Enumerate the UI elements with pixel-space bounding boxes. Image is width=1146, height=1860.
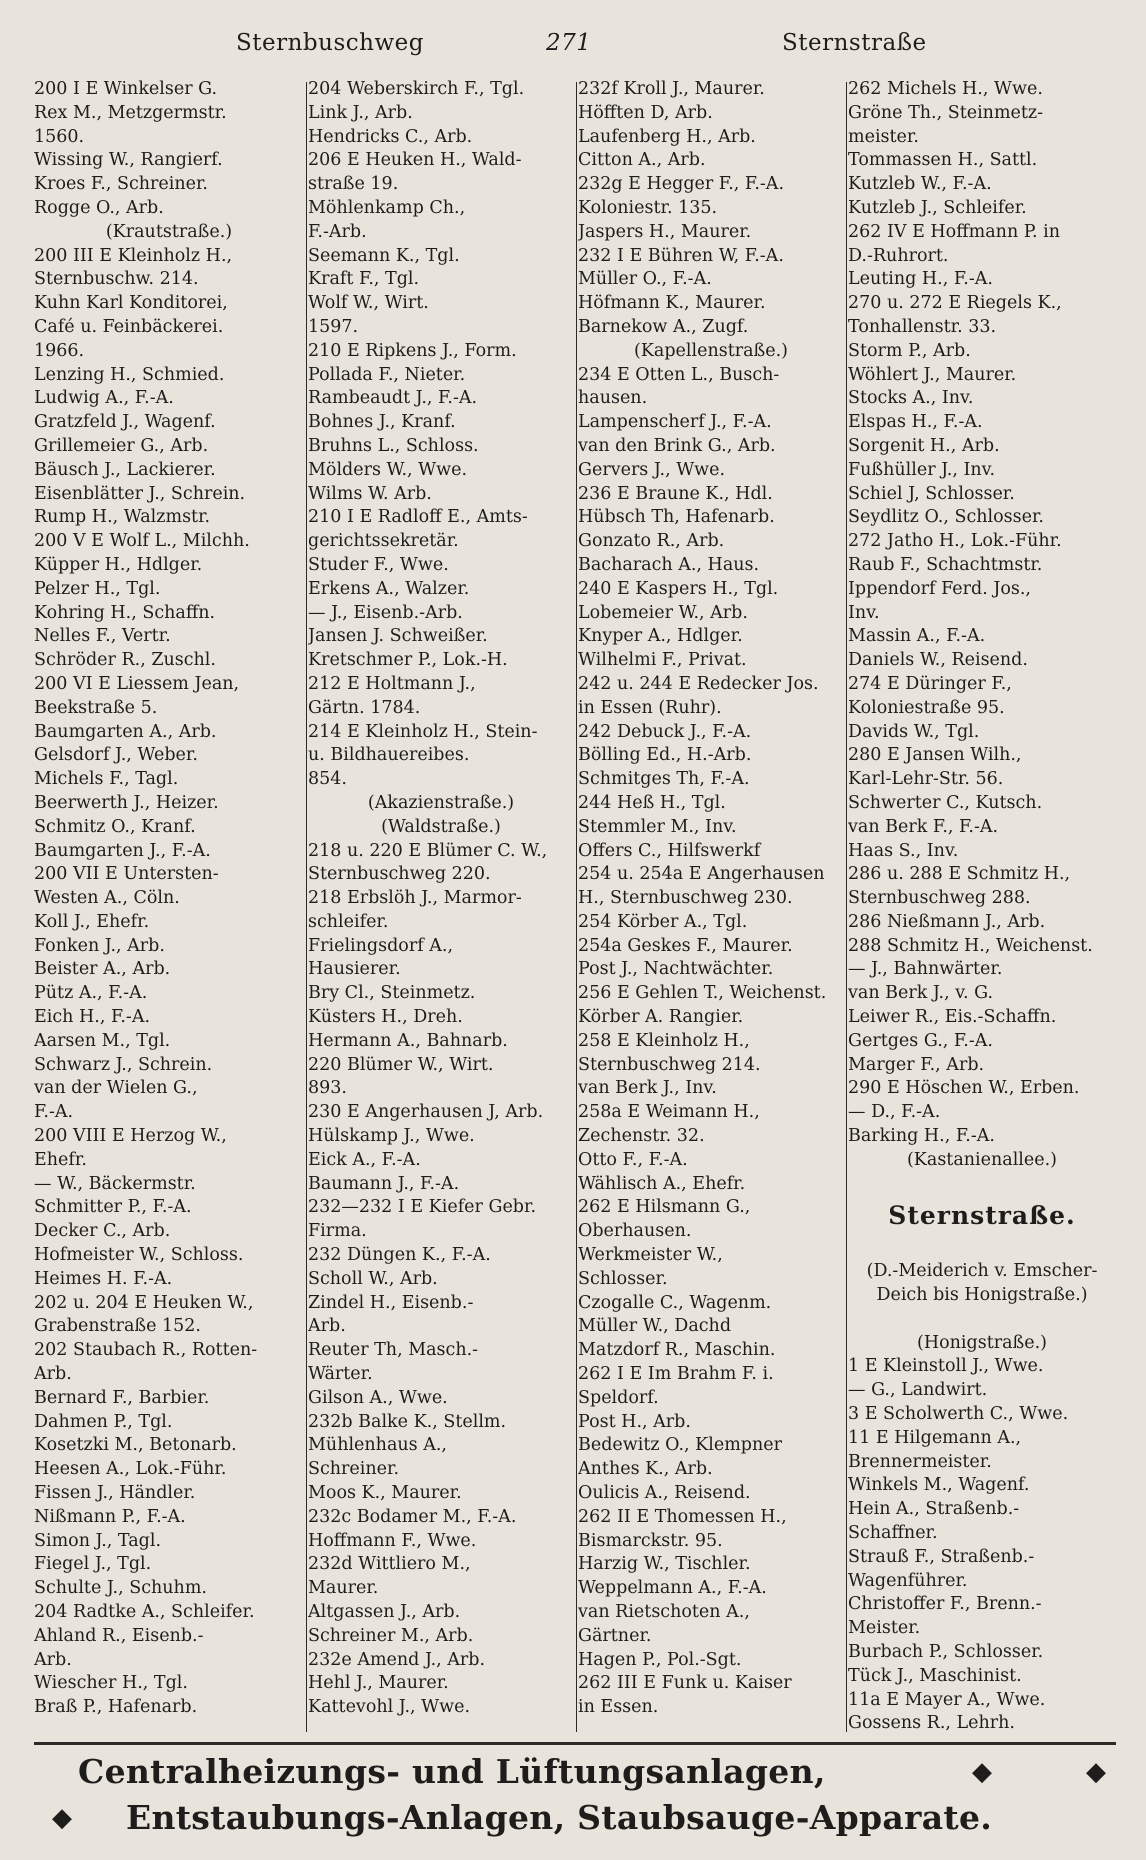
- directory-entry-line: Brennermeister.: [848, 1451, 992, 1472]
- directory-entry-line: Stocks A., Inv.: [848, 388, 974, 409]
- directory-entry-line: Küsters H., Dreh.: [308, 1007, 463, 1028]
- directory-entry-line: Offers C., Hilfswerkf: [578, 840, 761, 861]
- directory-entry-line: (D.-Meiderich v. Emscher-: [866, 1261, 1098, 1282]
- directory-entry-line: 262 II E Thomessen H.,: [578, 1506, 787, 1527]
- directory-entry-line: Bäusch J., Lackierer.: [34, 459, 216, 480]
- directory-entry-line: hausen.: [578, 388, 648, 409]
- directory-entry-line: Moos K., Maurer.: [308, 1483, 462, 1504]
- directory-entry-line: Müller O., F.-A.: [578, 269, 712, 290]
- directory-entry-line: Stemmler M., Inv.: [578, 816, 737, 837]
- directory-entry-line: Zechenstr. 32.: [578, 1126, 705, 1147]
- directory-entry-line: 1 E Kleinstoll J., Wwe.: [848, 1356, 1044, 1377]
- directory-entry-line: Seemann K., Tgl.: [308, 245, 460, 266]
- directory-entry-line: Pelzer H., Tgl.: [34, 578, 161, 599]
- directory-entry-line: Wöhlert J., Maurer.: [848, 364, 1017, 385]
- directory-entry-line: Gratzfeld J., Wagenf.: [34, 412, 216, 433]
- directory-entry-line: 254a Geskes F., Maurer.: [578, 935, 793, 956]
- directory-entry-line: Davids W., Tgl.: [848, 721, 980, 742]
- directory-entry-line: Anthes K., Arb.: [578, 1459, 713, 1480]
- directory-entry-line: Reuter Th, Masch.-: [308, 1340, 479, 1361]
- directory-entry-line: Laufenberg H., Arb.: [578, 126, 756, 147]
- advertisement-line-1: [34, 1750, 1116, 1794]
- directory-entry-line: Fonken J., Arb.: [34, 935, 165, 956]
- directory-entry-line: Beekstraße 5.: [34, 697, 158, 718]
- directory-entry-line: Schmitter P., F.-A.: [34, 1197, 192, 1218]
- directory-entry-line: Kraft F., Tgl.: [308, 269, 420, 290]
- directory-entry-line: 220 Blümer W., Wirt.: [308, 1054, 494, 1075]
- directory-entry-line: Scholl W., Arb.: [308, 1268, 438, 1289]
- directory-entry-line: Sternbuschweg 288.: [848, 888, 1031, 909]
- directory-entry-line: Lobemeier W., Arb.: [578, 602, 748, 623]
- directory-entry-line: Elspas H., F.-A.: [848, 412, 983, 433]
- directory-entry-line: Lenzing H., Schmied.: [34, 364, 225, 385]
- directory-entry-line: Ludwig A., F.-A.: [34, 388, 174, 409]
- directory-entry-line: Koloniestr. 135.: [578, 197, 718, 218]
- directory-entry-line: 244 Heß H., Tgl.: [578, 792, 726, 813]
- directory-entry-line: 232 Düngen K., F.-A.: [308, 1245, 491, 1266]
- directory-entry-line: Schreiner M., Arb.: [308, 1625, 474, 1646]
- directory-entry-line: 1966.: [34, 340, 85, 361]
- page-number: 271: [546, 30, 592, 56]
- diamond-ornament-icon: ◆: [52, 1803, 72, 1833]
- directory-entry-line: 274 E Düringer F.,: [848, 673, 1012, 694]
- directory-entry-line: in Essen (Ruhr).: [578, 697, 722, 718]
- directory-entry-line: — J., Eisenb.-Arb.: [308, 602, 463, 623]
- directory-entry-line: Barking H., F.-A.: [848, 1126, 995, 1147]
- directory-entry-line: 242 Debuck J., F.-A.: [578, 721, 752, 742]
- directory-entry-line: 210 I E Radloff E., Amts-: [308, 507, 528, 528]
- directory-entry-line: 288 Schmitz H., Weichenst.: [848, 935, 1093, 956]
- directory-entry-line: straße 19.: [308, 174, 399, 195]
- directory-entry-line: Matzdorf R., Maschin.: [578, 1340, 776, 1361]
- directory-entry-line: Wissing W., Rangierf.: [34, 150, 223, 171]
- directory-entry-line: Fußhüller J., Inv.: [848, 459, 996, 480]
- directory-entry-line: Speldorf.: [578, 1387, 659, 1408]
- directory-entry-line: Pollada F., Nieter.: [308, 364, 466, 385]
- directory-entry-line: van Berk J., v. G.: [848, 983, 994, 1004]
- directory-entry-line: 210 E Ripkens J., Form.: [308, 340, 517, 361]
- directory-entry-line: Nelles F., Vertr.: [34, 626, 171, 647]
- directory-entry-line: Nißmann P., F.-A.: [34, 1506, 186, 1527]
- directory-entry-line: Hein A., Straßenb.-: [848, 1499, 1020, 1520]
- directory-entry-line: 202 Staubach R., Rotten-: [34, 1340, 258, 1361]
- directory-entry-line: Koloniestraße 95.: [848, 697, 1005, 718]
- directory-entry-line: 254 Körber A., Tgl.: [578, 911, 748, 932]
- directory-entry-line: Eick A., F.-A.: [308, 1149, 421, 1170]
- directory-entry-line: 262 III E Funk u. Kaiser: [578, 1673, 792, 1694]
- directory-entry-line: Jansen J. Schweißer.: [308, 626, 488, 647]
- diamond-ornament-icon: ◆: [1086, 1757, 1106, 1787]
- column-3: [578, 78, 844, 1738]
- directory-entry-line: Sorgenit H., Arb.: [848, 435, 1000, 456]
- advertisement-text-1: Centralheizungs- und Lüftungsanlagen,: [78, 1752, 826, 1791]
- directory-entry-line: Schwerter C., Kutsch.: [848, 792, 1043, 813]
- directory-entry-line: 286 Nießmann J., Arb.: [848, 911, 1046, 932]
- directory-entry-line: Kutzleb W., F.-A.: [848, 174, 992, 195]
- directory-entry-line: Hendricks C., Arb.: [308, 126, 473, 147]
- directory-entry-line: Tonhallenstr. 33.: [848, 316, 997, 337]
- directory-entry-line: Wählisch A., Ehefr.: [578, 1173, 746, 1194]
- directory-entry-line: Rump H., Walzmstr.: [34, 507, 211, 528]
- directory-entry-line: 214 E Kleinholz H., Stein-: [308, 721, 538, 742]
- directory-entry-line: 262 I E Im Brahm F. i.: [578, 1364, 774, 1385]
- directory-entry-line: Christoffer F., Brenn.-: [848, 1594, 1042, 1615]
- directory-entry-line: Zindel H., Eisenb.-: [308, 1292, 474, 1313]
- directory-entry-line: Braß P., Hafenarb.: [34, 1697, 198, 1718]
- directory-entry-line: Lampenscherf J., F.-A.: [578, 412, 772, 433]
- directory-entry-line: Pütz A., F.-A.: [34, 983, 148, 1004]
- directory-entry-line: Post H., Arb.: [578, 1411, 691, 1432]
- directory-entry-line: Otto F., F.-A.: [578, 1149, 688, 1170]
- directory-entry-line: 202 u. 204 E Heuken W.,: [34, 1292, 254, 1313]
- directory-entry-line: Marger F., Arb.: [848, 1054, 985, 1075]
- directory-entry-line: 240 E Kaspers H., Tgl.: [578, 578, 779, 599]
- directory-entry-line: Kattevohl J., Wwe.: [308, 1697, 471, 1718]
- directory-entry-line: Mölders W., Wwe.: [308, 459, 468, 480]
- directory-entry-line: (Kapellenstraße.): [634, 340, 788, 361]
- directory-entry-line: H., Sternbuschweg 230.: [578, 888, 793, 909]
- directory-entry-line: Citton A., Arb.: [578, 150, 706, 171]
- directory-entry-line: 280 E Jansen Wilh.,: [848, 745, 1022, 766]
- directory-entry-line: Gertges G., F.-A.: [848, 1030, 993, 1051]
- directory-entry-line: 256 E Gehlen T., Weichenst.: [578, 983, 827, 1004]
- directory-entry-line: Baumgarten J., F.-A.: [34, 840, 211, 861]
- directory-entry-line: 270 u. 272 E Riegels K.,: [848, 293, 1062, 314]
- directory-entry-line: Küpper H., Hdlger.: [34, 554, 203, 575]
- directory-entry-line: Frielingsdorf A.,: [308, 935, 454, 956]
- directory-entry-line: Grabenstraße 152.: [34, 1316, 201, 1337]
- directory-entry-line: Hehl J., Maurer.: [308, 1673, 449, 1694]
- directory-entry-line: 206 E Heuken H., Wald-: [308, 150, 522, 171]
- header-street-right: Sternstraße: [782, 30, 927, 56]
- directory-entry-line: 230 E Angerhausen J, Arb.: [308, 1102, 544, 1123]
- directory-entry-line: (Waldstraße.): [381, 816, 501, 837]
- directory-entry-line: Kuhn Karl Konditorei,: [34, 293, 228, 314]
- directory-entry-line: Czogalle C., Wagenm.: [578, 1292, 772, 1313]
- directory-entry-line: 232d Wittliero M.,: [308, 1554, 471, 1575]
- directory-entry-line: 218 Erbslöh J., Marmor-: [308, 888, 522, 909]
- directory-entry-line: Gervers J., Wwe.: [578, 459, 726, 480]
- directory-entry-line: Knyper A., Hdlger.: [578, 626, 743, 647]
- directory-entry-line: Bedewitz O., Klempner: [578, 1435, 782, 1456]
- directory-entry-line: Leuting H., F.-A.: [848, 269, 993, 290]
- directory-entry-line: Ehefr.: [34, 1149, 87, 1170]
- directory-entry-line: Jaspers H., Maurer.: [578, 221, 752, 242]
- directory-entry-line: 232 I E Bühren W, F.-A.: [578, 245, 784, 266]
- directory-entry-line: 262 E Hilsmann G.,: [578, 1197, 751, 1218]
- directory-entry-line: Wilms W. Arb.: [308, 483, 432, 504]
- directory-entry-line: Seydlitz O., Schlosser.: [848, 507, 1044, 528]
- directory-entry-line: Fissen J., Händler.: [34, 1483, 196, 1504]
- directory-entry-line: Gossens R., Lehrh.: [848, 1713, 1015, 1734]
- directory-entry-line: Firma.: [308, 1221, 367, 1242]
- directory-entry-line: Kosetzki M., Betonarb.: [34, 1435, 237, 1456]
- directory-entry-line: (Krautstraße.): [105, 221, 233, 242]
- directory-entry-line: Link J., Arb.: [308, 102, 413, 123]
- directory-entry-line: Arb.: [34, 1649, 72, 1670]
- directory-entry-line: Kutzleb J., Schleifer.: [848, 197, 1027, 218]
- directory-entry-line: Tommassen H., Sattl.: [848, 150, 1038, 171]
- directory-entry-line: Schulte J., Schuhm.: [34, 1578, 207, 1599]
- directory-entry-line: Harzig W., Tischler.: [578, 1554, 751, 1575]
- directory-entry-line: Bohnes J., Kranf.: [308, 412, 456, 433]
- directory-entry-line: schleifer.: [308, 911, 389, 932]
- directory-entry-line: Inv.: [848, 602, 880, 623]
- directory-entry-line: Tück J., Maschinist.: [848, 1665, 1022, 1686]
- directory-entry-line: Rambeaudt J., F.-A.: [308, 388, 478, 409]
- directory-entry-line: Schwarz J., Schrein.: [34, 1054, 213, 1075]
- directory-entry-line: Hausierer.: [308, 959, 401, 980]
- directory-entry-line: Schmitges Th, F.-A.: [578, 769, 750, 790]
- directory-entry-line: Gärtn. 1784.: [308, 697, 421, 718]
- directory-entry-line: Deich bis Honigstraße.): [876, 1285, 1088, 1306]
- directory-entry-line: Bölling Ed., H.-Arb.: [578, 745, 752, 766]
- directory-entry-line: Schlosser.: [578, 1268, 668, 1289]
- directory-entry-line: Hermann A., Bahnarb.: [308, 1030, 508, 1051]
- directory-entry-line: Schaffner.: [848, 1523, 938, 1544]
- directory-entry-line: Dahmen P., Tgl.: [34, 1411, 173, 1432]
- directory-entry-line: Wilhelmi F., Privat.: [578, 650, 747, 671]
- directory-entry-line: Fiegel J., Tgl.: [34, 1554, 152, 1575]
- directory-entry-line: Altgassen J., Arb.: [308, 1602, 461, 1622]
- directory-columns: [34, 78, 1116, 1738]
- directory-entry-line: Baumgarten A., Arb.: [34, 721, 217, 742]
- directory-entry-line: F.-A.: [34, 1102, 74, 1123]
- directory-entry-line: Rex M., Metzgermstr.: [34, 102, 227, 123]
- directory-entry-line: Hoffmann F., Wwe.: [308, 1530, 477, 1551]
- directory-entry-line: Raub F., Schachtmstr.: [848, 554, 1043, 575]
- directory-entry-line: Schreiner.: [308, 1459, 400, 1480]
- directory-entry-line: Müller W., Dachd: [578, 1316, 732, 1337]
- directory-entry-line: Studer F., Wwe.: [308, 554, 449, 575]
- directory-entry-line: van den Brink G., Arb.: [578, 435, 776, 456]
- directory-entry-line: Meister.: [848, 1618, 921, 1639]
- directory-entry-line: Schiel J, Schlosser.: [848, 483, 1015, 504]
- directory-entry-line: 262 IV E Hoffmann P. in: [848, 221, 1060, 242]
- directory-entry-line: Winkels M., Wagenf.: [848, 1475, 1030, 1496]
- directory-entry-line: Leiwer R., Eis.-Schaffn.: [848, 1007, 1057, 1028]
- directory-entry-line: — G., Landwirt.: [848, 1380, 988, 1401]
- directory-entry-line: 234 E Otten L., Busch-: [578, 364, 780, 385]
- directory-entry-line: Sternstraße.: [888, 1201, 1076, 1231]
- directory-entry-line: Heimes H. F.-A.: [34, 1268, 173, 1289]
- directory-entry-line: 1597.: [308, 316, 359, 337]
- directory-entry-line: Post J., Nachtwächter.: [578, 959, 774, 980]
- directory-entry-line: Kretschmer P., Lok.-H.: [308, 650, 508, 671]
- directory-entry-line: Westen A., Cöln.: [34, 888, 180, 909]
- directory-entry-line: Gärtner.: [578, 1625, 652, 1646]
- directory-entry-line: Sternbuschweg 214.: [578, 1054, 761, 1075]
- directory-entry-line: van Berk F., F.-A.: [848, 816, 999, 837]
- directory-entry-line: Gröne Th., Steinmetz-: [848, 102, 1044, 123]
- directory-entry-line: Storm P., Arb.: [848, 340, 971, 361]
- directory-entry-line: 232e Amend J., Arb.: [308, 1649, 486, 1670]
- directory-entry-line: Haas S., Inv.: [848, 840, 959, 861]
- column-1: [34, 78, 304, 1738]
- directory-entry-line: Baumann J., F.-A.: [308, 1173, 460, 1194]
- directory-entry-line: F.-Arb.: [308, 221, 367, 242]
- directory-entry-line: Gelsdorf J., Weber.: [34, 745, 198, 766]
- directory-entry-line: Weppelmann A., F.-A.: [578, 1578, 767, 1599]
- directory-entry-line: Simon J., Tagl.: [34, 1530, 162, 1551]
- directory-entry-line: 272 Jatho H., Lok.-Führ.: [848, 531, 1062, 552]
- directory-entry-line: 232f Kroll J., Maurer.: [578, 79, 765, 99]
- directory-entry-line: Ippendorf Ferd. Jos.,: [848, 578, 1031, 599]
- directory-entry-line: Hofmeister W., Schloss.: [34, 1245, 244, 1266]
- directory-entry-line: Ahland R., Eisenb.-: [34, 1625, 204, 1646]
- directory-entry-line: 232g E Hegger F., F.-A.: [578, 174, 785, 195]
- directory-entry-line: Aarsen M., Tgl.: [34, 1030, 171, 1051]
- directory-entry-line: Arb.: [34, 1364, 72, 1385]
- directory-entry-line: Bruhns L., Schloss.: [308, 435, 479, 456]
- directory-entry-line: (Kastanienallee.): [906, 1149, 1057, 1170]
- directory-entry-line: Bacharach A., Haus.: [578, 554, 760, 575]
- header-street-left: Sternbuschweg: [236, 30, 424, 56]
- directory-entry-line: Heesen A., Lok.-Führ.: [34, 1459, 227, 1480]
- directory-entry-line: Bismarckstr. 95.: [578, 1530, 723, 1551]
- advertisement-rule: [34, 1742, 1116, 1745]
- directory-entry-line: Bernard F., Barbier.: [34, 1387, 210, 1408]
- directory-entry-line: 262 Michels H., Wwe.: [848, 79, 1043, 99]
- directory-entry-line: Sternbuschweg 220.: [308, 864, 491, 885]
- directory-entry-line: Oberhausen.: [578, 1221, 692, 1242]
- directory-entry-line: 232b Balke K., Stellm.: [308, 1411, 507, 1432]
- directory-entry-line: 854.: [308, 769, 347, 790]
- directory-entry-line: 3 E Scholwerth C., Wwe.: [848, 1404, 1069, 1425]
- directory-entry-line: [848, 1236, 1116, 1260]
- directory-entry-line: (Honigstraße.): [917, 1332, 1047, 1353]
- directory-entry-line: Grillemeier G., Arb.: [34, 435, 209, 456]
- directory-entry-line: u. Bildhauereibes.: [308, 745, 470, 766]
- directory-entry-line: — J., Bahnwärter.: [848, 959, 1003, 980]
- directory-entry-line: 254 u. 254a E Angerhausen: [578, 864, 825, 885]
- directory-entry-line: Bry Cl., Steinmetz.: [308, 983, 476, 1004]
- directory-entry-line: Koll J., Ehefr.: [34, 911, 150, 932]
- directory-entry-line: Rogge O., Arb.: [34, 197, 164, 218]
- directory-entry-line: Erkens A., Walzer.: [308, 578, 470, 599]
- directory-entry-line: 286 u. 288 E Schmitz H.,: [848, 864, 1071, 885]
- directory-entry-line: Höfften D, Arb.: [578, 102, 713, 123]
- directory-entry-line: D.-Ruhrort.: [848, 245, 949, 266]
- directory-entry-line: Gonzato R., Arb.: [578, 531, 725, 552]
- directory-entry-line: 258 E Kleinholz H.,: [578, 1030, 750, 1051]
- directory-entry-line: Wagenführer.: [848, 1570, 968, 1591]
- directory-entry-line: Werkmeister W.,: [578, 1245, 723, 1266]
- directory-entry-line: 212 E Holtmann J.,: [308, 673, 476, 694]
- directory-entry-line: 200 V E Wolf L., Milchh.: [34, 531, 250, 552]
- directory-entry-line: Hagen P., Pol.-Sgt.: [578, 1649, 742, 1670]
- directory-entry-line: Beister A., Arb.: [34, 959, 171, 980]
- directory-entry-line: Café u. Feinbäckerei.: [34, 316, 224, 337]
- directory-entry-line: Oulicis A., Reisend.: [578, 1483, 751, 1504]
- directory-entry-line: Sternbuschw. 214.: [34, 269, 199, 290]
- directory-entry-line: [848, 1173, 1116, 1197]
- directory-entry-line: 236 E Braune K., Hdl.: [578, 483, 773, 504]
- directory-entry-line: 204 Radtke A., Schleifer.: [34, 1602, 255, 1622]
- directory-entry-line: 258a E Weimann H.,: [578, 1102, 760, 1123]
- advertisement-text-2: Entstaubungs-Anlagen, Staubsauge-Apparate.: [126, 1798, 993, 1837]
- directory-entry-line: Beerwerth J., Heizer.: [34, 792, 219, 813]
- directory-entry-line: Michels F., Tagl.: [34, 769, 179, 790]
- directory-entry-line: Mühlenhaus A.,: [308, 1435, 447, 1456]
- directory-entry-line: 200 I E Winkelser G.: [34, 79, 218, 99]
- directory-entry-line: Kroes F., Schreiner.: [34, 174, 208, 195]
- column-4: [848, 78, 1116, 1738]
- directory-entry-line: Decker C., Arb.: [34, 1221, 171, 1242]
- directory-entry-line: Wärter.: [308, 1364, 373, 1385]
- diamond-ornament-icon: ◆: [972, 1757, 992, 1787]
- directory-entry-line: Karl-Lehr-Str. 56.: [848, 769, 1004, 790]
- directory-entry-line: — D., F.-A.: [848, 1102, 941, 1123]
- directory-entry-line: Wolf W., Wirt.: [308, 293, 429, 314]
- directory-entry-line: Kohring H., Schaffn.: [34, 602, 216, 623]
- directory-entry-line: Strauß F., Straßenb.-: [848, 1546, 1035, 1567]
- page-header: [0, 18, 1146, 66]
- directory-entry-line: 200 III E Kleinholz H.,: [34, 245, 233, 266]
- directory-entry-line: Wiescher H., Tgl.: [34, 1673, 188, 1694]
- directory-entry-line: Hübsch Th, Hafenarb.: [578, 507, 775, 528]
- directory-entry-line: 200 VIII E Herzog W.,: [34, 1126, 227, 1147]
- directory-entry-line: 290 E Höschen W., Erben.: [848, 1078, 1080, 1099]
- directory-entry-line: Höfmann K., Maurer.: [578, 293, 766, 314]
- directory-entry-line: 200 VII E Untersten-: [34, 864, 219, 885]
- directory-entry-line: 200 VI E Liessem Jean,: [34, 673, 240, 694]
- directory-entry-line: Körber A. Rangier.: [578, 1007, 744, 1028]
- directory-entry-line: van Rietschoten A.,: [578, 1602, 750, 1622]
- directory-entry-line: 1560.: [34, 126, 85, 147]
- directory-entry-line: Gilson A., Wwe.: [308, 1387, 448, 1408]
- directory-entry-line: Möhlenkamp Ch.,: [308, 197, 466, 218]
- directory-entry-line: Eisenblätter J., Schrein.: [34, 483, 246, 504]
- directory-entry-line: Daniels W., Reisend.: [848, 650, 1028, 671]
- directory-entry-line: (Akazienstraße.): [367, 792, 515, 813]
- directory-entry-line: Schmitz O., Kranf.: [34, 816, 196, 837]
- directory-entry-line: van der Wielen G.,: [34, 1078, 198, 1099]
- directory-entry-line: 232—232 I E Kiefer Gebr.: [308, 1197, 537, 1218]
- directory-entry-line: Arb.: [308, 1316, 346, 1337]
- column-2: [308, 78, 574, 1738]
- directory-entry-line: Hülskamp J., Wwe.: [308, 1126, 475, 1147]
- directory-entry-line: Massin A., F.-A.: [848, 626, 986, 647]
- directory-entry-line: meister.: [848, 126, 919, 147]
- directory-entry-line: Eich H., F.-A.: [34, 1007, 151, 1028]
- directory-entry-line: 11 E Hilgemann A.,: [848, 1427, 1022, 1448]
- directory-entry-line: 893.: [308, 1078, 347, 1099]
- directory-entry-line: 242 u. 244 E Redecker Jos.: [578, 673, 819, 694]
- directory-entry-line: — W., Bäckermstr.: [34, 1173, 196, 1194]
- directory-entry-line: van Berk J., Inv.: [578, 1078, 717, 1099]
- directory-entry-line: 232c Bodamer M., F.-A.: [308, 1506, 517, 1527]
- directory-entry-line: [848, 1308, 1116, 1332]
- directory-entry-line: Maurer.: [308, 1578, 379, 1599]
- directory-entry-line: Schröder R., Zuschl.: [34, 650, 216, 671]
- advertisement-line-2: [34, 1796, 1116, 1840]
- directory-entry-line: gerichtssekretär.: [308, 531, 459, 552]
- directory-entry-line: 218 u. 220 E Blümer C. W.,: [308, 840, 548, 861]
- directory-entry-line: 204 Weberskirch F., Tgl.: [308, 79, 525, 99]
- directory-entry-line: in Essen.: [578, 1697, 659, 1718]
- directory-entry-line: Barnekow A., Zugf.: [578, 316, 749, 337]
- directory-entry-line: 11a E Mayer A., Wwe.: [848, 1689, 1046, 1710]
- directory-entry-line: Burbach P., Schlosser.: [848, 1642, 1044, 1662]
